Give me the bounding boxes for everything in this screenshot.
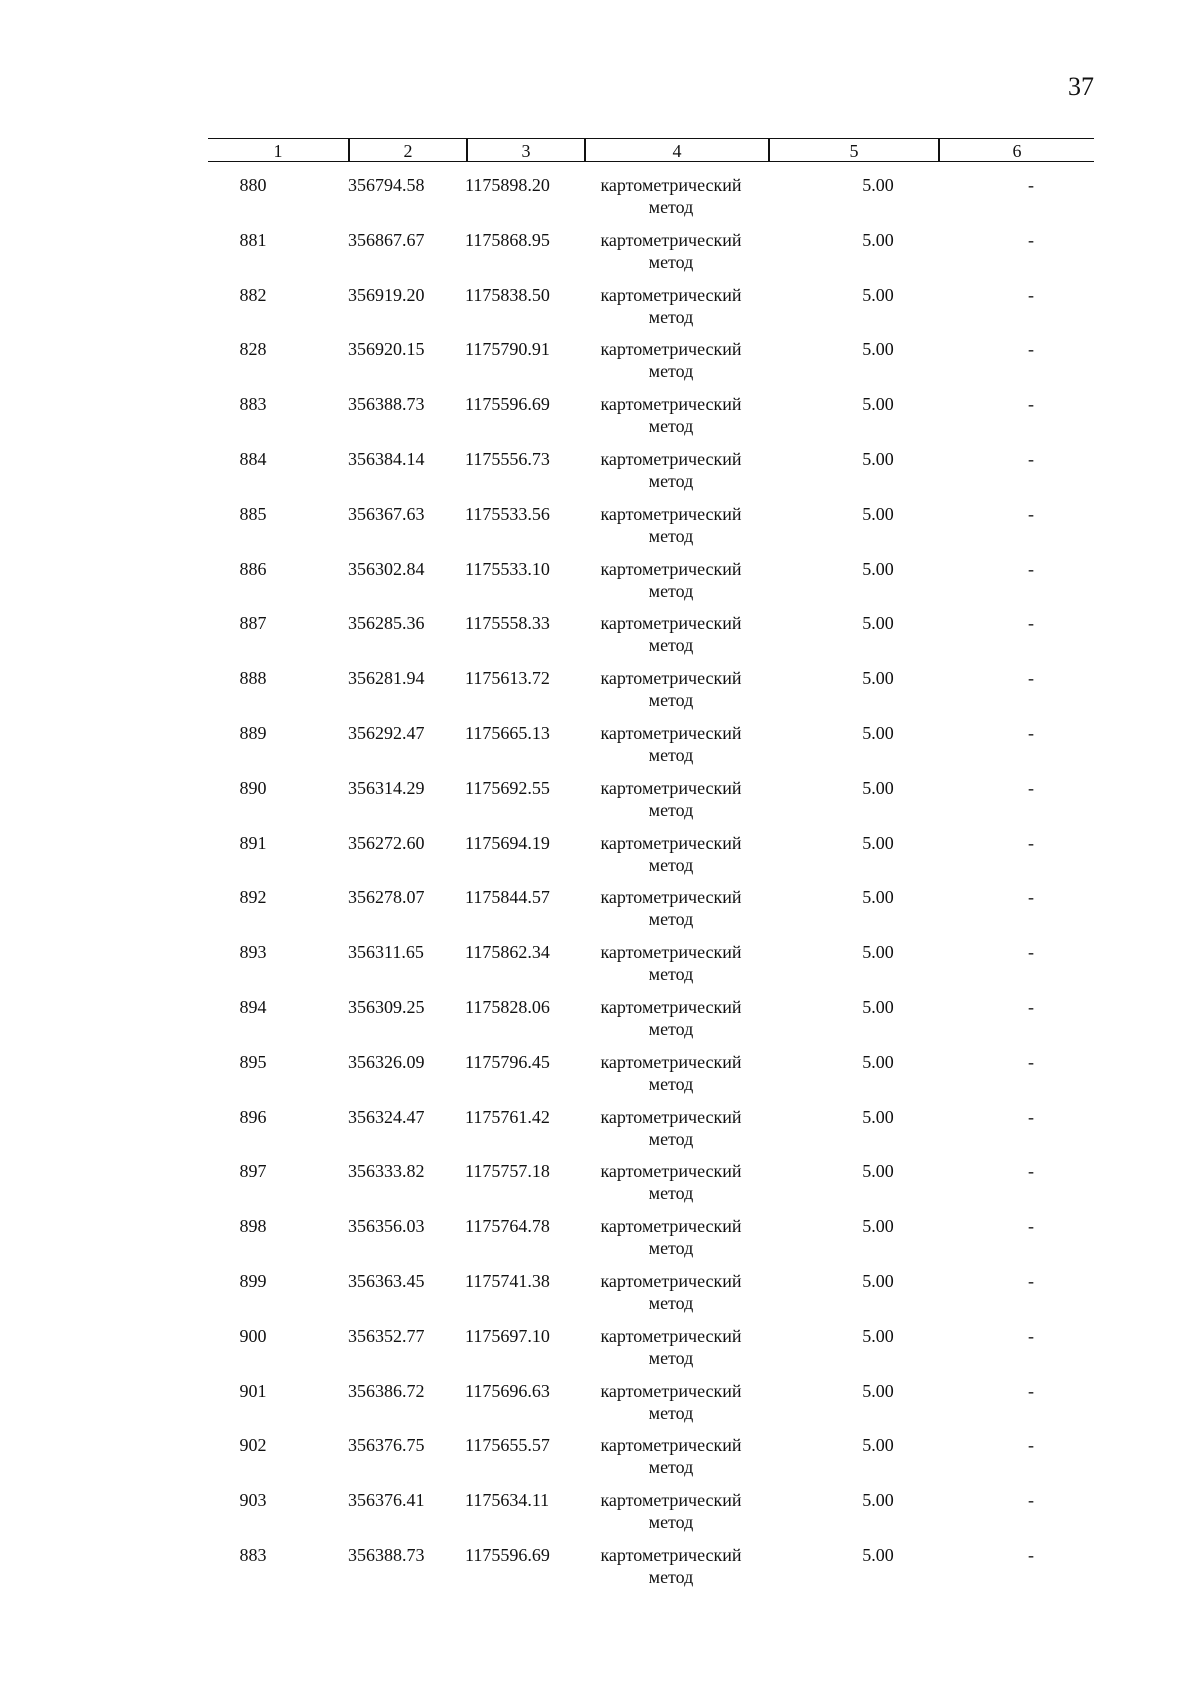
method-line-2: метод	[648, 1292, 694, 1313]
table-row	[208, 558, 1094, 613]
method-line-1: картометрический	[600, 1544, 742, 1565]
accuracy: 5.00	[862, 1435, 894, 1456]
method-line-2: метод	[648, 197, 694, 217]
coord-y: 1175556.73	[465, 448, 550, 469]
note: -	[1028, 558, 1034, 579]
accuracy: 5.00	[862, 1051, 894, 1072]
coord-y: 1175868.95	[465, 229, 550, 250]
coord-y: 1175694.19	[465, 832, 550, 853]
table-row	[208, 1270, 1094, 1325]
method-line-1: картометрический	[600, 1051, 742, 1072]
accuracy: 5.00	[862, 339, 894, 360]
point-number: 884	[239, 448, 267, 469]
note: -	[1028, 503, 1034, 524]
method-line-1: картометрический	[600, 284, 742, 305]
header-col-6: 6	[938, 138, 1094, 162]
note: -	[1028, 613, 1034, 634]
note: -	[1028, 1380, 1034, 1401]
table-row	[208, 338, 1094, 393]
table-row	[208, 886, 1094, 941]
coord-y: 1175613.72	[465, 668, 550, 689]
point-number: 889	[239, 722, 267, 743]
coord-y: 1175828.06	[465, 996, 550, 1017]
method-cell	[591, 832, 751, 876]
coord-x: 356794.58	[348, 175, 425, 195]
method-cell	[591, 1215, 751, 1259]
method-line-1: картометрический	[600, 1435, 742, 1456]
coord-y: 1175790.91	[465, 339, 550, 360]
point-number: 895	[239, 1051, 267, 1072]
table-row	[208, 1380, 1094, 1435]
coord-x: 356363.45	[348, 1270, 425, 1291]
point-number: 891	[239, 832, 267, 853]
point-number: 828	[239, 339, 267, 360]
coord-x: 356285.36	[348, 613, 425, 634]
coord-y: 1175796.45	[465, 1051, 550, 1072]
method-line-2: метод	[648, 1018, 694, 1039]
table-row	[208, 722, 1094, 777]
method-line-1: картометрический	[600, 777, 742, 798]
accuracy: 5.00	[862, 1325, 894, 1346]
method-line-1: картометрический	[600, 1325, 742, 1346]
coord-y: 1175596.69	[465, 394, 550, 415]
coord-x: 356356.03	[348, 1216, 425, 1237]
table-row	[208, 1160, 1094, 1215]
method-line-1: картометрический	[600, 942, 742, 963]
method-cell	[591, 174, 751, 218]
accuracy: 5.00	[862, 832, 894, 853]
method-cell	[591, 1160, 751, 1204]
header-col-5: 5	[768, 138, 938, 162]
method-line-2: метод	[648, 1457, 694, 1478]
method-line-1: картометрический	[600, 175, 742, 195]
table-row	[208, 996, 1094, 1051]
coord-x: 356302.84	[348, 558, 425, 579]
coord-x: 356333.82	[348, 1161, 425, 1182]
coord-x: 356367.63	[348, 503, 425, 524]
point-number: 893	[239, 942, 267, 963]
method-line-2: метод	[648, 361, 694, 382]
accuracy: 5.00	[862, 1544, 894, 1565]
method-cell	[591, 667, 751, 711]
accuracy: 5.00	[862, 175, 894, 195]
note: -	[1028, 1216, 1034, 1237]
point-number: 885	[239, 503, 267, 524]
method-line-1: картометрический	[600, 832, 742, 853]
coord-x: 356867.67	[348, 229, 425, 250]
method-line-1: картометрический	[600, 722, 742, 743]
accuracy: 5.00	[862, 1490, 894, 1511]
accuracy: 5.00	[862, 1106, 894, 1127]
method-cell	[591, 1544, 751, 1588]
note: -	[1028, 1325, 1034, 1346]
method-cell	[591, 1051, 751, 1095]
accuracy: 5.00	[862, 284, 894, 305]
coord-y: 1175533.10	[465, 558, 550, 579]
method-cell	[591, 1325, 751, 1369]
method-cell	[591, 1489, 751, 1533]
method-line-2: метод	[648, 306, 694, 327]
coord-y: 1175741.38	[465, 1270, 550, 1291]
method-line-1: картометрический	[600, 1161, 742, 1182]
method-line-1: картометрический	[600, 887, 742, 908]
method-line-2: метод	[648, 251, 694, 272]
method-cell	[591, 722, 751, 766]
accuracy: 5.00	[862, 722, 894, 743]
method-line-1: картометрический	[600, 558, 742, 579]
method-line-2: метод	[648, 964, 694, 985]
method-cell	[591, 941, 751, 985]
point-number: 901	[239, 1380, 267, 1401]
method-line-1: картометрический	[600, 229, 742, 250]
table-row	[208, 174, 1094, 229]
note: -	[1028, 1270, 1034, 1291]
method-line-1: картометрический	[600, 996, 742, 1017]
note: -	[1028, 394, 1034, 415]
method-line-1: картометрический	[600, 1270, 742, 1291]
note: -	[1028, 1435, 1034, 1456]
header-col-1: 1	[273, 141, 283, 161]
point-number: 900	[239, 1325, 267, 1346]
coord-x: 356326.09	[348, 1051, 425, 1072]
table-row	[208, 1434, 1094, 1489]
point-number: 898	[239, 1216, 267, 1237]
method-line-2: метод	[648, 744, 694, 765]
method-line-2: метод	[648, 1402, 694, 1423]
point-number: 892	[239, 887, 267, 908]
table-row	[208, 448, 1094, 503]
coord-y: 1175697.10	[465, 1325, 550, 1346]
point-number: 883	[239, 394, 267, 415]
coord-y: 1175844.57	[465, 887, 550, 908]
table-row	[208, 667, 1094, 722]
coord-x: 356311.65	[348, 942, 424, 963]
accuracy: 5.00	[862, 503, 894, 524]
coord-x: 356309.25	[348, 996, 425, 1017]
method-line-2: метод	[648, 1128, 694, 1149]
method-line-2: метод	[648, 635, 694, 656]
coord-y: 1175533.56	[465, 503, 550, 524]
coord-x: 356324.47	[348, 1106, 425, 1127]
coord-x: 356919.20	[348, 284, 425, 305]
coord-x: 356281.94	[348, 668, 425, 689]
accuracy: 5.00	[862, 394, 894, 415]
table-header	[208, 138, 1094, 162]
method-cell	[591, 996, 751, 1040]
method-line-2: метод	[648, 1183, 694, 1204]
method-cell	[591, 1380, 751, 1424]
coord-y: 1175838.50	[465, 284, 550, 305]
accuracy: 5.00	[862, 448, 894, 469]
method-line-1: картометрический	[600, 448, 742, 469]
note: -	[1028, 1051, 1034, 1072]
point-number: 902	[239, 1435, 267, 1456]
table-row	[208, 1215, 1094, 1270]
table-row	[208, 941, 1094, 996]
accuracy: 5.00	[862, 1380, 894, 1401]
header-col-3: 3	[466, 138, 584, 162]
method-line-2: метод	[648, 525, 694, 546]
note: -	[1028, 448, 1034, 469]
coord-y: 1175634.11	[465, 1490, 550, 1511]
point-number: 886	[239, 558, 267, 579]
point-number: 903	[239, 1490, 267, 1511]
table-row	[208, 1106, 1094, 1161]
coord-x: 356278.07	[348, 887, 425, 908]
note: -	[1028, 1106, 1034, 1127]
point-number: 888	[239, 668, 267, 689]
coord-y: 1175692.55	[465, 777, 550, 798]
header-col-2: 2	[348, 138, 466, 162]
method-line-1: картометрический	[600, 503, 742, 524]
method-line-2: метод	[648, 854, 694, 875]
page-number: 37	[1068, 72, 1094, 101]
method-line-1: картометрический	[600, 1216, 742, 1237]
note: -	[1028, 996, 1034, 1017]
note: -	[1028, 229, 1034, 250]
coord-x: 356272.60	[348, 832, 425, 853]
note: -	[1028, 722, 1034, 743]
method-cell	[591, 1106, 751, 1150]
method-line-2: метод	[648, 1347, 694, 1368]
method-line-1: картометрический	[600, 1380, 742, 1401]
coord-x: 356292.47	[348, 722, 425, 743]
method-line-1: картометрический	[600, 339, 742, 360]
accuracy: 5.00	[862, 887, 894, 908]
method-cell	[591, 229, 751, 273]
point-number: 894	[239, 996, 267, 1017]
coord-x: 356388.73	[348, 1544, 425, 1565]
coord-y: 1175558.33	[465, 613, 550, 634]
method-line-2: метод	[648, 1238, 694, 1259]
accuracy: 5.00	[862, 613, 894, 634]
method-cell	[591, 777, 751, 821]
table-row	[208, 1544, 1094, 1599]
point-number: 890	[239, 777, 267, 798]
coord-y: 1175764.78	[465, 1216, 550, 1237]
point-number: 883	[239, 1544, 267, 1565]
coord-y: 1175862.34	[465, 942, 550, 963]
point-number: 887	[239, 613, 267, 634]
accuracy: 5.00	[862, 1270, 894, 1291]
method-line-2: метод	[648, 1512, 694, 1533]
method-line-2: метод	[648, 580, 694, 601]
method-cell	[591, 393, 751, 437]
method-line-1: картометрический	[600, 668, 742, 689]
table-row	[208, 229, 1094, 284]
table-row	[208, 1051, 1094, 1106]
point-number: 881	[239, 229, 267, 250]
note: -	[1028, 777, 1034, 798]
method-line-2: метод	[648, 909, 694, 930]
note: -	[1028, 668, 1034, 689]
accuracy: 5.00	[862, 942, 894, 963]
table-row	[208, 393, 1094, 448]
point-number: 899	[239, 1270, 267, 1291]
method-cell	[591, 338, 751, 382]
accuracy: 5.00	[862, 996, 894, 1017]
note: -	[1028, 284, 1034, 305]
table-row	[208, 1489, 1094, 1544]
table-row	[208, 503, 1094, 558]
method-cell	[591, 448, 751, 492]
note: -	[1028, 887, 1034, 908]
coord-y: 1175665.13	[465, 722, 550, 743]
accuracy: 5.00	[862, 1216, 894, 1237]
method-line-2: метод	[648, 690, 694, 711]
method-line-2: метод	[648, 799, 694, 820]
table-row	[208, 832, 1094, 887]
method-cell	[591, 284, 751, 328]
coord-y: 1175696.63	[465, 1380, 550, 1401]
table-body	[208, 174, 1094, 1599]
coord-x: 356388.73	[348, 394, 425, 415]
method-cell	[591, 886, 751, 930]
method-line-1: картометрический	[600, 1106, 742, 1127]
method-line-2: метод	[648, 1073, 694, 1094]
coord-x: 356376.75	[348, 1435, 425, 1456]
method-cell	[591, 1270, 751, 1314]
method-cell	[591, 1434, 751, 1478]
method-line-2: метод	[648, 470, 694, 491]
note: -	[1028, 1544, 1034, 1565]
method-line-1: картометрический	[600, 1490, 742, 1511]
accuracy: 5.00	[862, 668, 894, 689]
header-col-4: 4	[584, 138, 768, 162]
table-row	[208, 1325, 1094, 1380]
point-number: 897	[239, 1161, 267, 1182]
accuracy: 5.00	[862, 229, 894, 250]
accuracy: 5.00	[862, 777, 894, 798]
note: -	[1028, 1490, 1034, 1511]
point-number: 896	[239, 1106, 267, 1127]
coord-y: 1175761.42	[465, 1106, 550, 1127]
accuracy: 5.00	[862, 558, 894, 579]
method-cell	[591, 503, 751, 547]
method-cell	[591, 612, 751, 656]
method-line-1: картометрический	[600, 613, 742, 634]
note: -	[1028, 339, 1034, 360]
coord-x: 356386.72	[348, 1380, 425, 1401]
coord-y: 1175655.57	[465, 1435, 550, 1456]
table-row	[208, 612, 1094, 667]
note: -	[1028, 175, 1034, 195]
coord-y: 1175757.18	[465, 1161, 550, 1182]
coord-x: 356352.77	[348, 1325, 425, 1346]
table-row	[208, 777, 1094, 832]
method-line-2: метод	[648, 1566, 694, 1587]
note: -	[1028, 1161, 1034, 1182]
coord-y: 1175596.69	[465, 1544, 550, 1565]
method-line-1: картометрический	[600, 394, 742, 415]
coord-x: 356314.29	[348, 777, 425, 798]
point-number: 880	[239, 175, 267, 195]
coord-x: 356384.14	[348, 448, 425, 469]
point-number: 882	[239, 284, 267, 305]
coord-x: 356376.41	[348, 1490, 425, 1511]
coord-x: 356920.15	[348, 339, 425, 360]
coord-y: 1175898.20	[465, 175, 550, 195]
method-cell	[591, 558, 751, 602]
note: -	[1028, 832, 1034, 853]
accuracy: 5.00	[862, 1161, 894, 1182]
table-row	[208, 284, 1094, 339]
method-line-2: метод	[648, 416, 694, 437]
note: -	[1028, 942, 1034, 963]
